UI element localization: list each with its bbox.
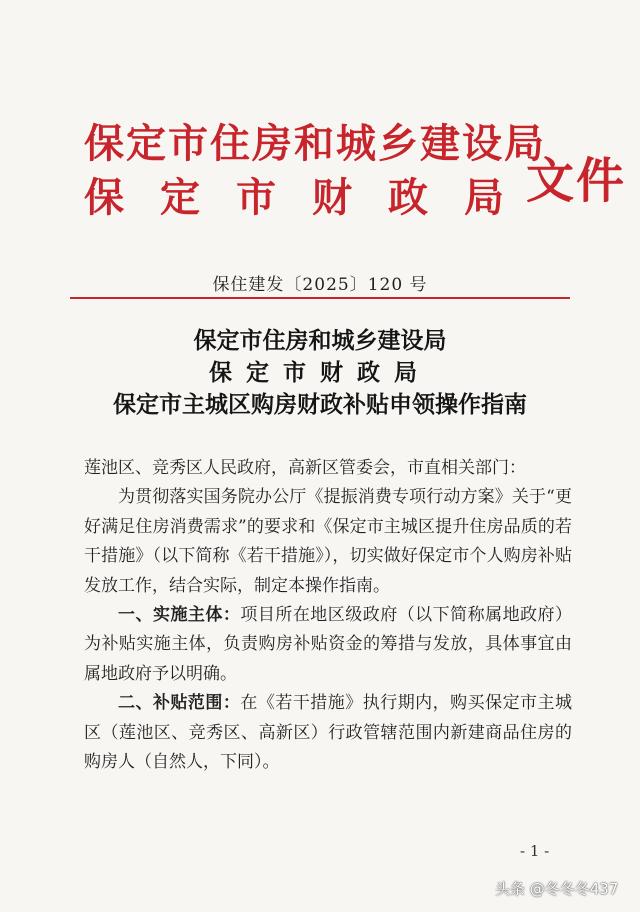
- paragraph-item-1: [84, 601, 572, 689]
- watermark: 头条 @冬冬冬437: [495, 880, 619, 898]
- item-2-text: 在《若干措施》执行期内，购买保定市主城区（莲池区、竞秀区、高新区）行政管辖范围内新建商品住房的购房人（自然人，下同）。: [84, 693, 573, 773]
- red-letterhead: [84, 112, 627, 232]
- letterhead-org-1: 保定市住房和城乡建设局: [84, 120, 546, 167]
- item-1-text: 项目所在地区级政府（以下简称属地政府）为补贴实施主体，负责购房补贴资金的筹措与发放，具体事宜由属地政府予以明确。: [84, 605, 573, 684]
- salutation: 莲池区、竞秀区人民政府，高新区管委会，市直相关部门：: [84, 458, 526, 478]
- page-number: - 1 -: [520, 842, 550, 860]
- document-body: [84, 454, 572, 777]
- paragraph-intro: 为贯彻落实国务院办公厅《提振消费专项行动方案》关于“更好满足住房消费需求”的要求和《保定市主城区提升住房品质的若干措施》（以下简称《若干措施》），切实做好保定市个人购房补贴发放工作，结合实际，制定本操作指南。: [84, 487, 572, 596]
- red-divider-line: [70, 297, 570, 299]
- item-2-heading: 二、补贴范围：: [118, 693, 241, 714]
- document-title: [0, 325, 640, 421]
- title-line-1: 保定市住房和城乡建设局: [193, 327, 447, 354]
- letterhead-doc-type: 文件: [526, 153, 627, 209]
- title-line-3: 保定市主城区购房财政补贴申领操作指南: [113, 391, 527, 418]
- letterhead-org-2: 保定市财政局: [84, 174, 540, 221]
- title-line-2: 保定市财政局: [209, 359, 431, 386]
- document-number: 保住建发〔2025〕120 号: [212, 275, 428, 295]
- item-1-heading: 一、实施主体：: [118, 605, 241, 626]
- paragraph-item-2: [84, 689, 572, 777]
